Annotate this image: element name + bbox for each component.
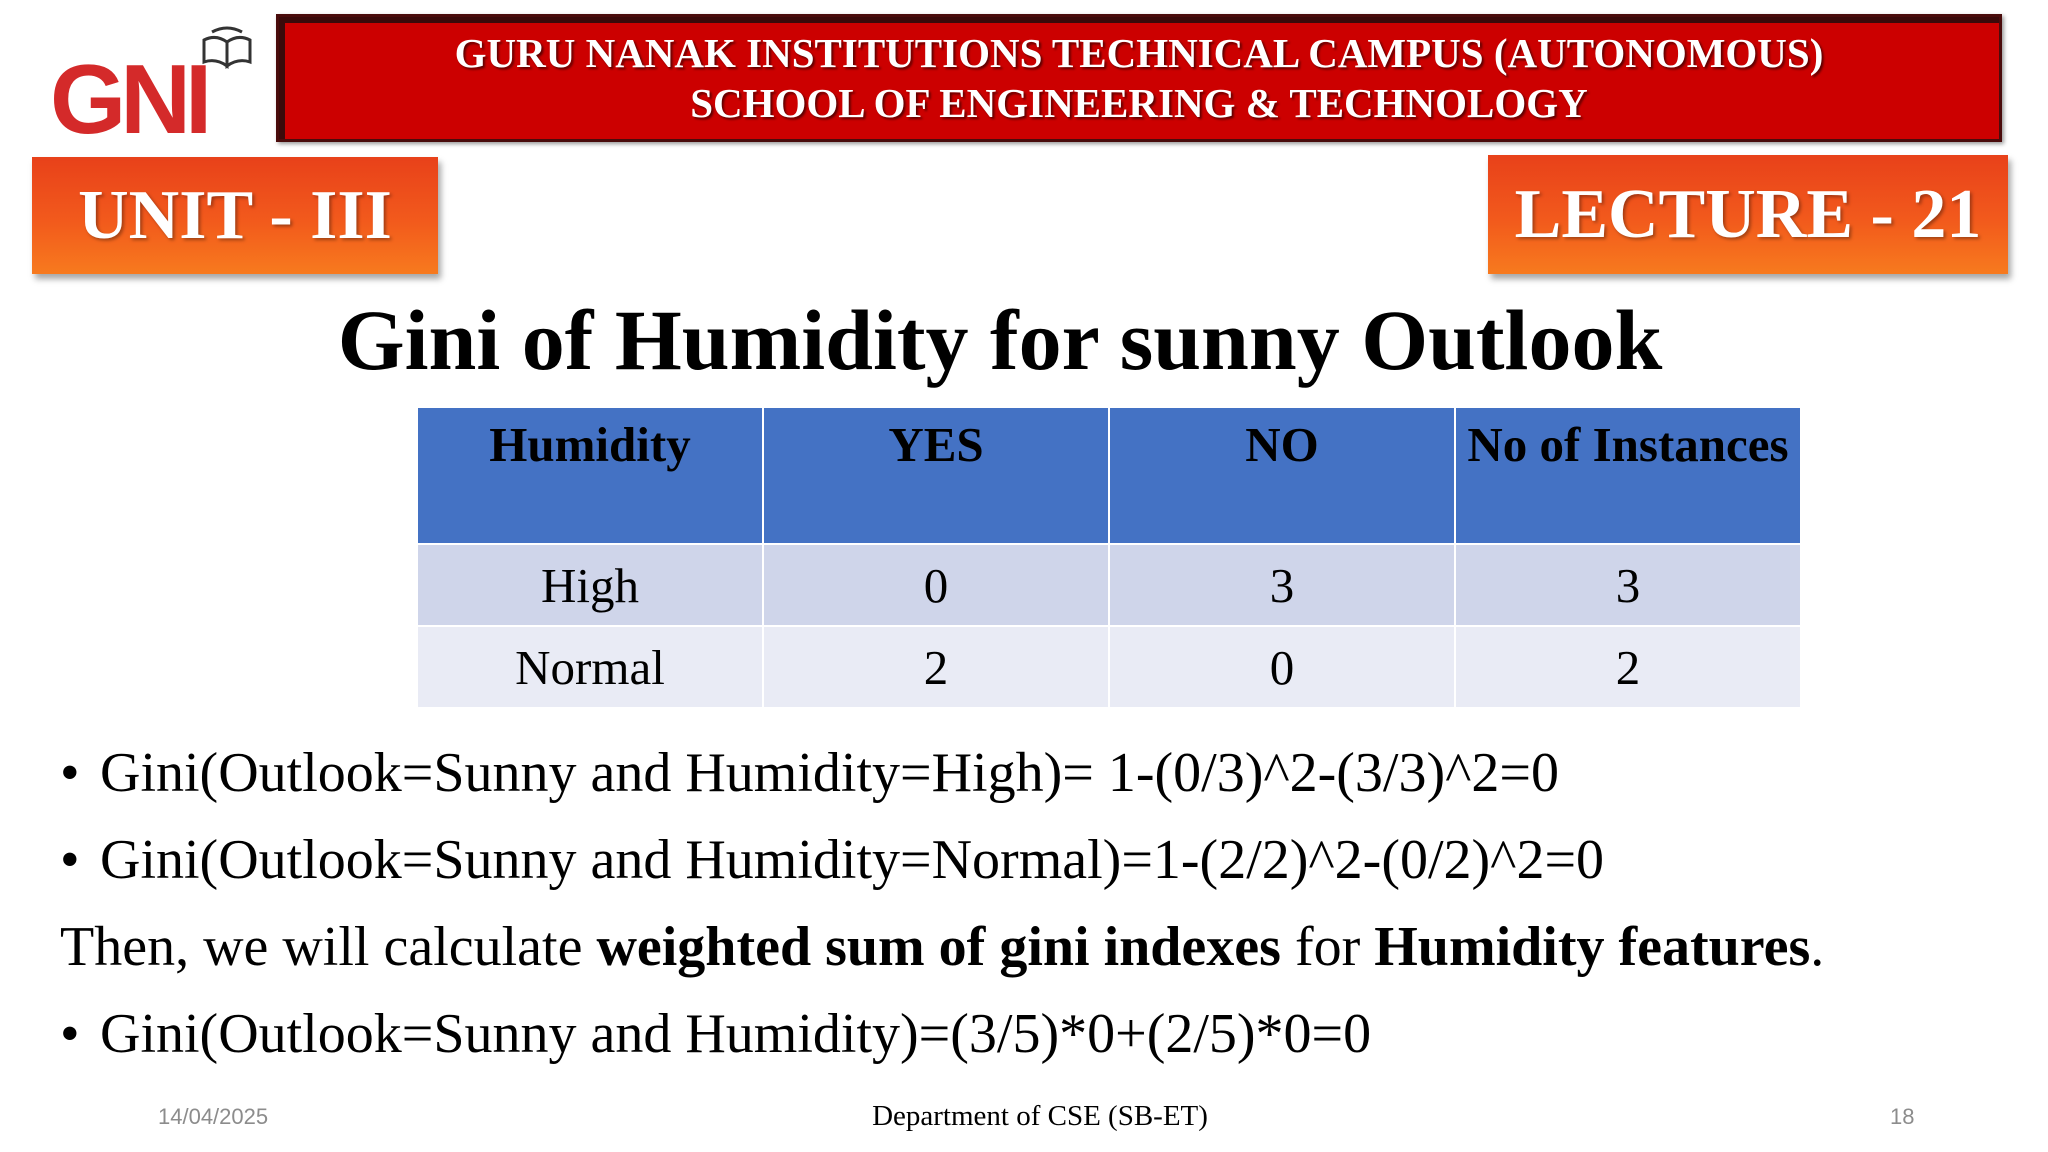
- bullet-marker: •: [60, 742, 80, 804]
- institution-banner: [276, 14, 2002, 142]
- slide-title: Gini of Humidity for sunny Outlook: [337, 292, 1663, 388]
- table-cell: 3: [1109, 544, 1455, 626]
- bullet-marker: •: [60, 1003, 80, 1065]
- table-cell: Normal: [417, 626, 763, 708]
- institution-name: GURU NANAK INSTITUTIONS TECHNICAL CAMPUS (AUTONOMOUS): [454, 30, 1824, 76]
- slide-body: [60, 730, 2010, 1078]
- bullet-item: [60, 991, 2010, 1078]
- footer-date: 14/04/2025: [158, 1104, 269, 1129]
- humidity-table: [416, 406, 1802, 709]
- paragraph: [60, 904, 2010, 991]
- bullet-text: Gini(Outlook=Sunny and Humidity=High)= 1-(0/3)^2-(3/3)^2=0: [100, 742, 1559, 804]
- page-number: 18: [1890, 1104, 1915, 1129]
- paragraph-text: for: [1280, 916, 1375, 978]
- column-header: YES: [763, 407, 1109, 544]
- bullet-marker: •: [60, 829, 80, 891]
- table-cell: 0: [763, 544, 1109, 626]
- column-header: NO: [1109, 407, 1455, 544]
- logo-text: GNI: [50, 44, 207, 154]
- footer-department: Department of CSE (SB-ET): [872, 1100, 1208, 1132]
- column-header: Humidity: [417, 407, 763, 544]
- table-header-row: [417, 407, 1801, 544]
- table-cell: High: [417, 544, 763, 626]
- school-name: SCHOOL OF ENGINEERING & TECHNOLOGY: [690, 80, 1588, 126]
- paragraph-bold-text: weighted sum of gini indexes: [596, 916, 1281, 978]
- table-row: [417, 626, 1801, 708]
- paragraph-text: .: [1810, 916, 1825, 978]
- bullet-text: Gini(Outlook=Sunny and Humidity)=(3/5)*0+(2/5)*0=0: [100, 1003, 1372, 1065]
- lecture-tag: LECTURE - 21: [1488, 155, 2008, 274]
- column-header: No of Instances: [1455, 407, 1801, 544]
- book-icon: [198, 22, 258, 82]
- table-cell: 2: [1455, 626, 1801, 708]
- bullet-text: Gini(Outlook=Sunny and Humidity=Normal)=1-(2/2)^2-(0/2)^2=0: [100, 829, 1605, 891]
- table-row: [417, 544, 1801, 626]
- table-cell: 2: [763, 626, 1109, 708]
- paragraph-bold-text: Humidity features: [1374, 916, 1811, 978]
- unit-tag: UNIT - III: [32, 157, 438, 274]
- bullet-item: [60, 817, 2010, 904]
- paragraph-text: Then, we will calculate: [60, 916, 597, 978]
- bullet-item: [60, 730, 2010, 817]
- gni-logo: [50, 22, 260, 154]
- table-cell: 0: [1109, 626, 1455, 708]
- table-cell: 3: [1455, 544, 1801, 626]
